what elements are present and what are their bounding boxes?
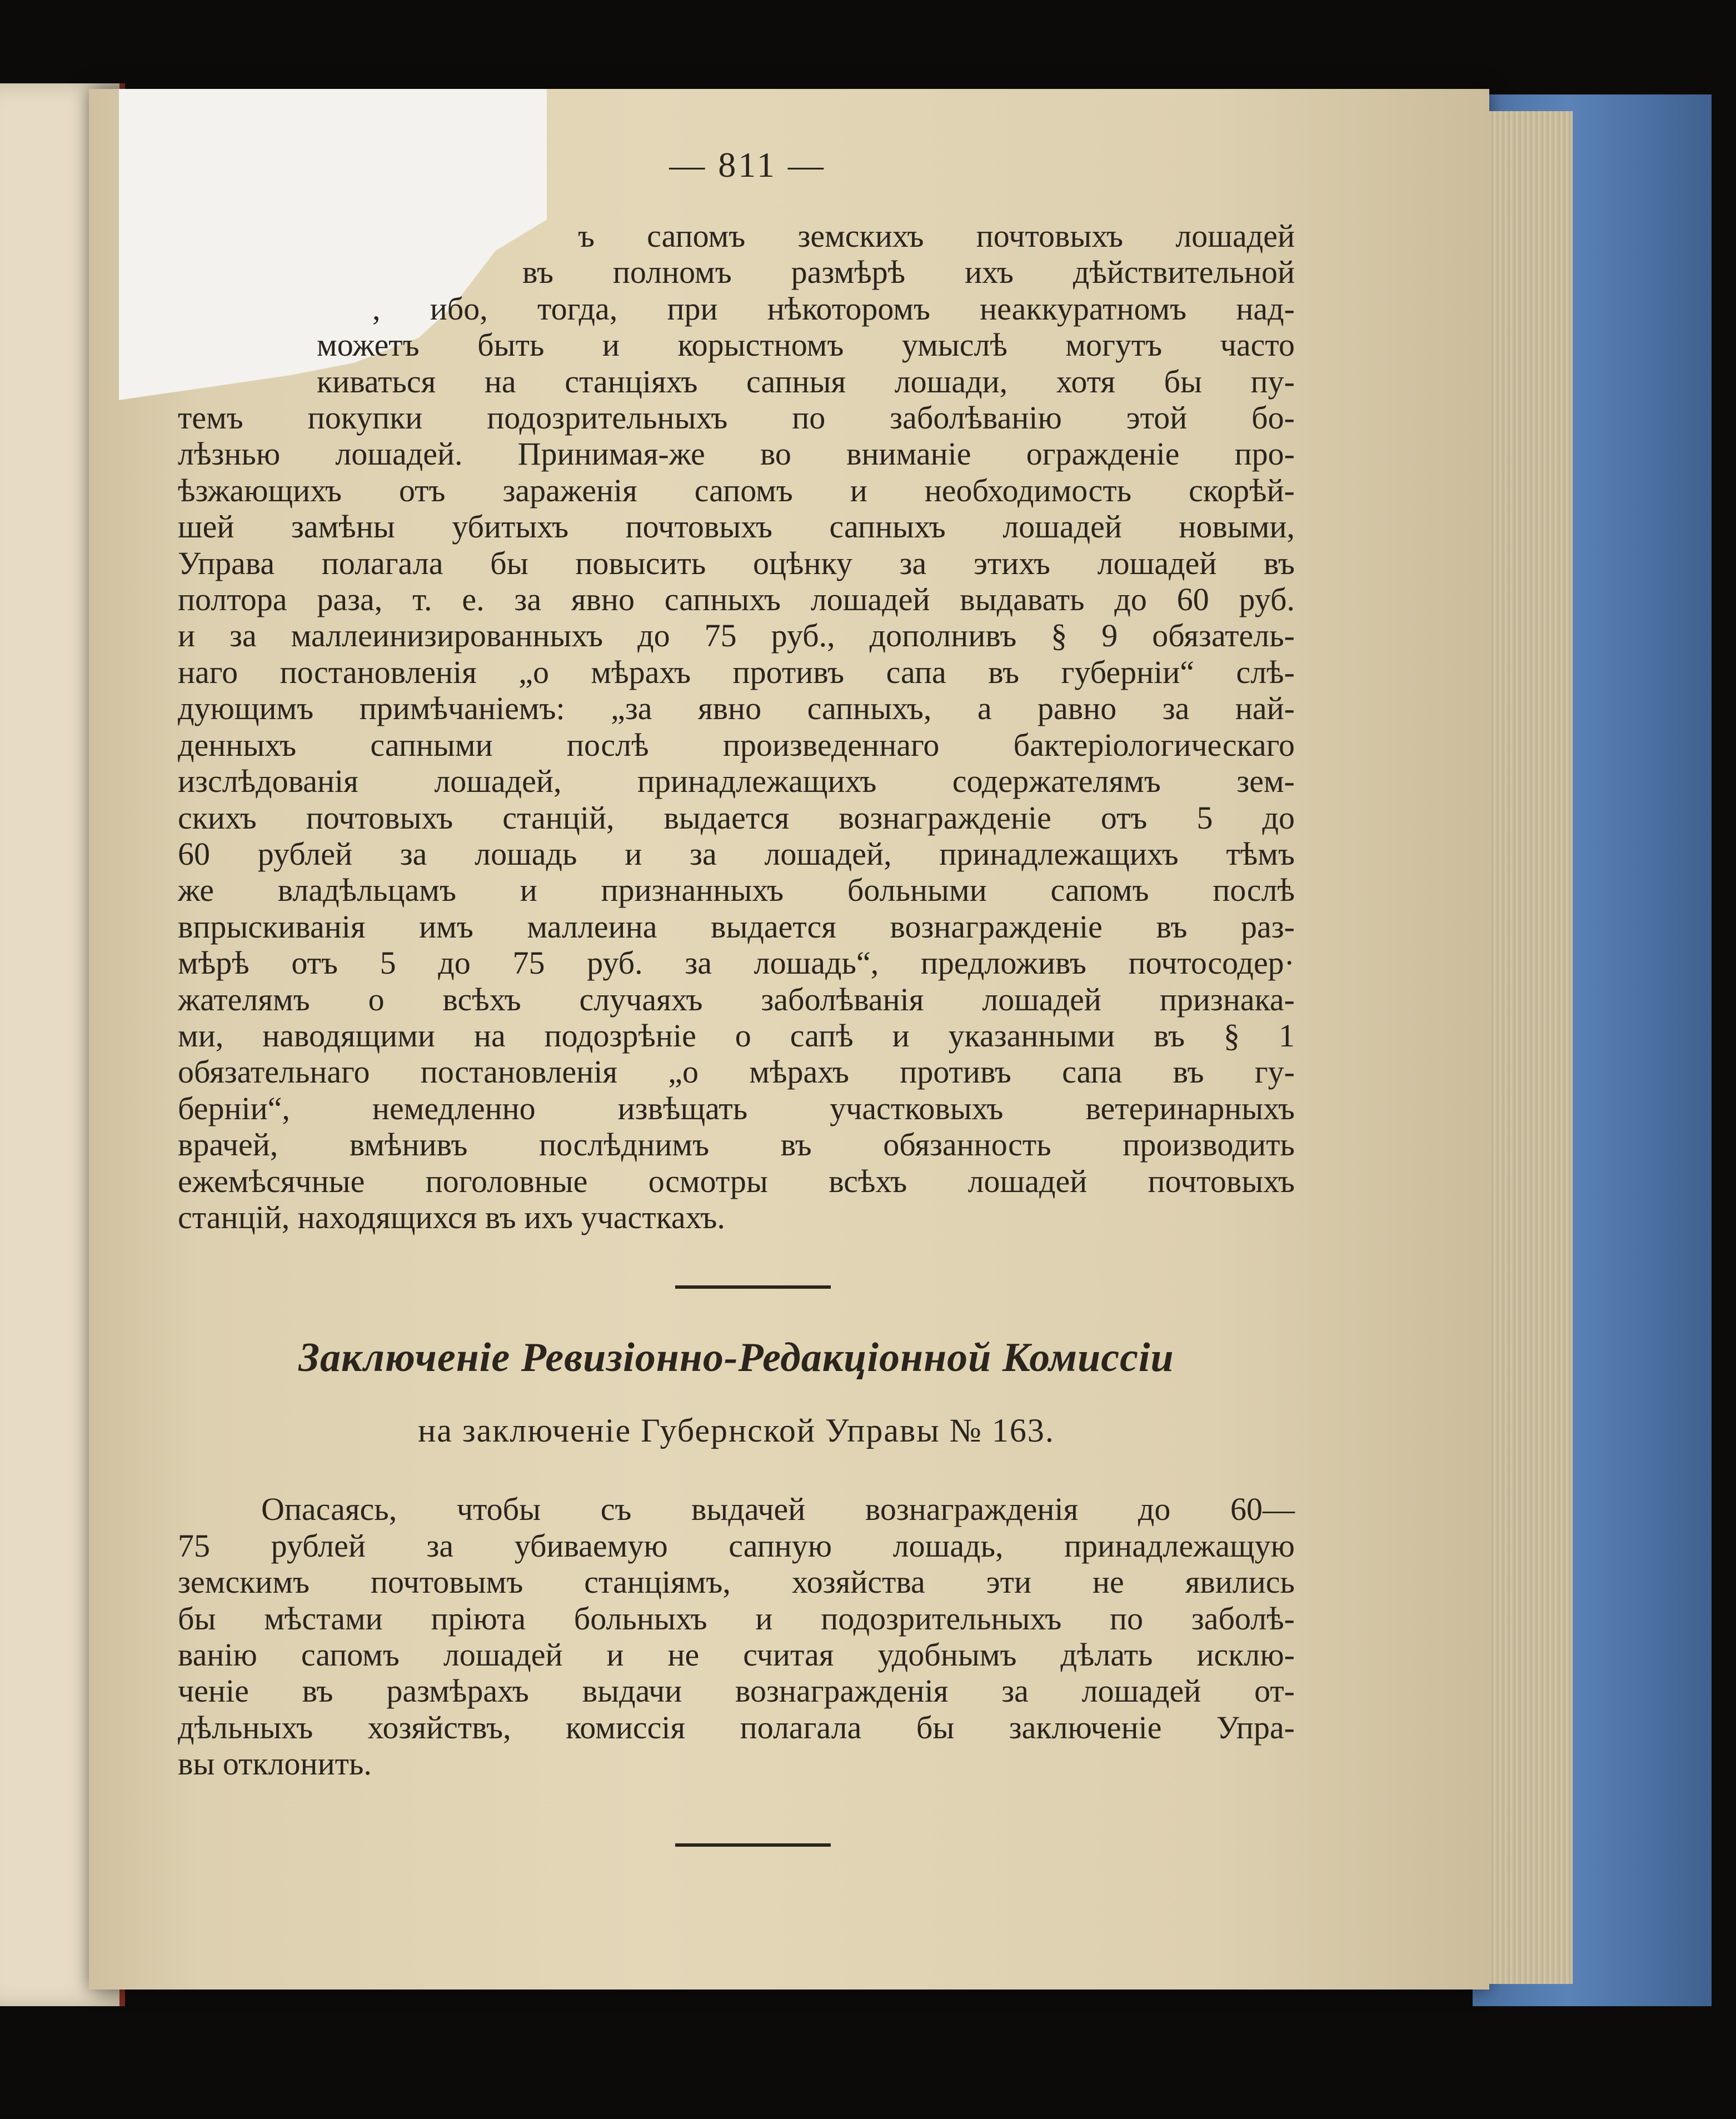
text-line: темъ покупки подозрительныхъ по заболѣванію этой бо-	[178, 400, 1295, 436]
text-line: Опасаясь, чтобы съ выдачей вознагражденія до 60—	[261, 1491, 1295, 1528]
text-line: киваться на станціяхъ сапныя лошади, хотя бы пу-	[317, 363, 1295, 400]
text-line: станцій, находящихся въ ихъ участкахъ.	[178, 1199, 725, 1235]
text-line: ми, наводящими на подозрѣніе о сапѣ и указанными въ § 1	[178, 1017, 1295, 1054]
page-fore-edge	[1489, 111, 1573, 1984]
text-line: жателямъ о всѣхъ случаяхъ заболѣванія лошадей признака-	[178, 981, 1295, 1018]
text-line: Управа полагала бы повысить оцѣнку за этихъ лошадей въ	[178, 545, 1295, 581]
text-line: дѣльныхъ хозяйствъ, комиссія полагала бы заключеніе Упра-	[178, 1709, 1295, 1746]
section-divider	[675, 1285, 831, 1289]
text-line: ѣзжающихъ отъ зараженія сапомъ и необходимость скорѣй-	[178, 472, 1295, 508]
text-line: и за маллеинизированныхъ до 75 руб., дополнивъ § 9 обязатель-	[178, 617, 1295, 654]
text-line: наго постановленія „о мѣрахъ противъ сапа въ губерніи“ слѣ-	[178, 654, 1295, 690]
text-line: въ полномъ размѣрѣ ихъ дѣйствительной	[522, 254, 1295, 291]
text-line: изслѣдованія лошадей, принадлежащихъ содержателямъ зем-	[178, 763, 1295, 800]
text-line: 60 рублей за лошадь и за лошадей, принадлежащихъ тѣмъ	[178, 835, 1295, 872]
section-subheading: на заключеніе Губернской Управы № 163.	[418, 1412, 1055, 1449]
text-line: шей замѣны убитыхъ почтовыхъ сапныхъ лошадей новыми,	[178, 508, 1295, 545]
text-line: ежемѣсячные поголовные осмотры всѣхъ лошадей почтовыхъ	[178, 1163, 1295, 1199]
paragraph-commission-conclusion	[178, 1491, 1295, 1782]
paragraph-gubernia-report	[178, 218, 1295, 1235]
text-line: ванію сапомъ лошадей и не считая удобнымъ дѣлать исклю-	[178, 1637, 1295, 1673]
text-line: впрыскиванія имъ маллеина выдается вознагражденіе въ раз-	[178, 908, 1295, 945]
text-line: земскимъ почтовымъ станціямъ, хозяйства эти не явились	[178, 1564, 1295, 1601]
text-line: ченіе въ размѣрахъ выдачи вознагражденія за лошадей от-	[178, 1673, 1295, 1709]
section-heading: Заключеніе Ревизіонно-Редакціонной Комиссіи	[298, 1335, 1174, 1381]
text-line: 75 рублей за убиваемую сапную лошадь, принадлежащую	[178, 1527, 1295, 1564]
text-line: вы отклонить.	[178, 1746, 372, 1782]
text-line: врачей, вмѣнивъ послѣднимъ въ обязанность производить	[178, 1126, 1295, 1163]
text-line: лѣзнью лошадей. Принимая-же во вниманіе огражденіе про-	[178, 436, 1295, 472]
text-line: , ибо, тогда, при нѣкоторомъ неаккуратномъ над-	[372, 290, 1295, 327]
text-line: бы мѣстами пріюта больныхъ и подозрительныхъ по заболѣ-	[178, 1600, 1295, 1637]
text-line: ъ сапомъ земскихъ почтовыхъ лошадей	[578, 218, 1295, 254]
text-line: скихъ почтовыхъ станцій, выдается вознагражденіе отъ 5 до	[178, 799, 1295, 836]
page-number: — 811 —	[669, 145, 826, 185]
text-line: обязательнаго постановленія „о мѣрахъ противъ сапа въ гу-	[178, 1054, 1295, 1090]
text-line: можетъ быть и корыстномъ умыслѣ могутъ часто	[317, 327, 1295, 363]
end-divider	[675, 1843, 831, 1847]
page-content	[178, 144, 1295, 1847]
text-line: полтора раза, т. е. за явно сапныхъ лошадей выдавать до 60 руб.	[178, 581, 1295, 618]
text-line: мѣрѣ отъ 5 до 75 руб. за лошадь“, предложивъ почтосодер·	[178, 945, 1295, 981]
text-line: же владѣльцамъ и признанныхъ больными сапомъ послѣ	[178, 872, 1295, 909]
text-line: денныхъ сапными послѣ произведеннаго бактеріологическаго	[178, 726, 1295, 763]
text-line: берніи“, немедленно извѣщать участковыхъ ветеринарныхъ	[178, 1090, 1295, 1126]
text-line: дующимъ примѣчаніемъ: „за явно сапныхъ, а равно за най-	[178, 690, 1295, 727]
